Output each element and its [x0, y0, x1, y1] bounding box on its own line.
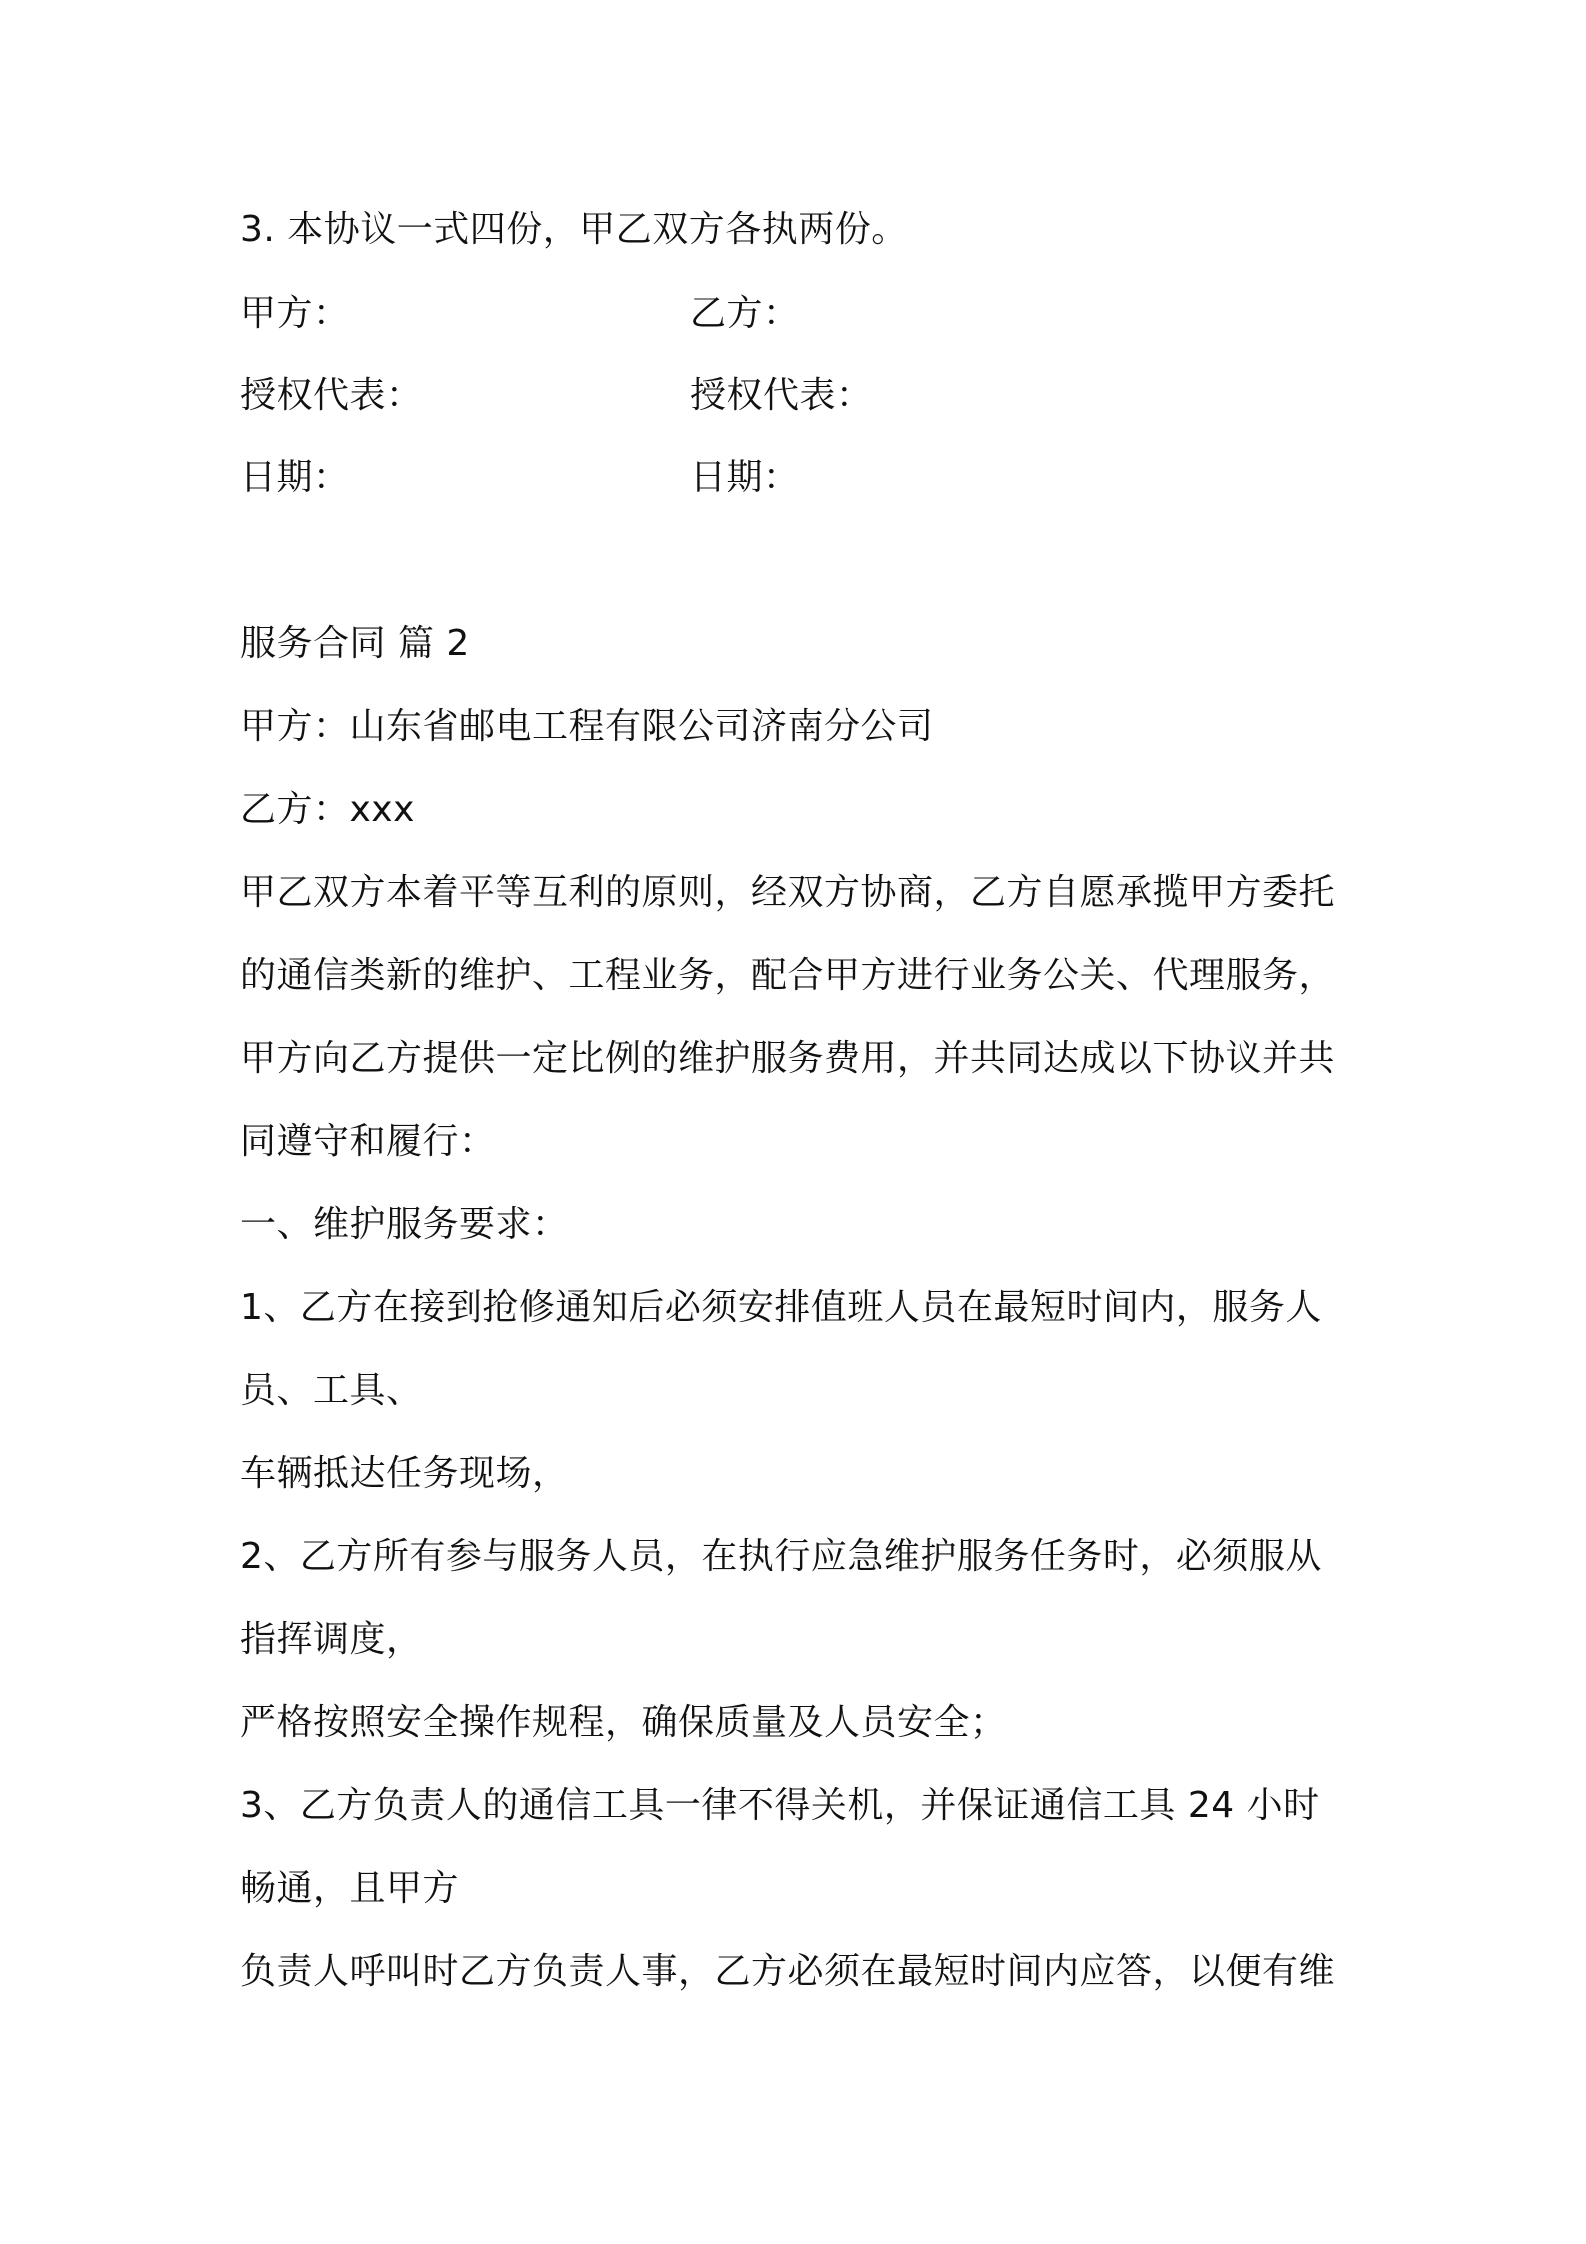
clause-2-line: 指挥调度，	[240, 1619, 423, 1660]
signature-date-a-label: 日期：	[240, 457, 350, 498]
clause-2-line: 严格按照安全操作规程，确保质量及人员安全；	[240, 1702, 1007, 1743]
clause-1-line: 1、乙方在接到抢修通知后必须安排值班人员在最短时间内，服务人	[240, 1287, 1322, 1328]
clause-3-copies: 3. 本协议一式四份，甲乙双方各执两份。	[240, 209, 908, 250]
clause-3-line: 3、乙方负责人的通信工具一律不得关机，并保证通信工具 24 小时	[240, 1785, 1320, 1826]
party-b-line: 乙方：xxx	[240, 789, 415, 830]
clause-1-line: 车辆抵达任务现场，	[240, 1453, 569, 1494]
intro-line: 甲乙双方本着平等互利的原则，经双方协商，乙方自愿承揽甲方委托	[240, 872, 1336, 913]
heading-maintenance-requirements: 一、维护服务要求：	[240, 1204, 569, 1245]
signature-rep-a-label: 授权代表：	[240, 375, 423, 416]
signature-party-a-label: 甲方：	[240, 293, 350, 334]
clause-3-line: 负责人呼叫时乙方负责人事，乙方必须在最短时间内应答，以便有维	[240, 1951, 1336, 1992]
party-a-line: 甲方：山东省邮电工程有限公司济南分公司	[240, 706, 934, 747]
clause-2-line: 2、乙方所有参与服务人员，在执行应急维护服务任务时，必须服从	[240, 1536, 1322, 1577]
intro-line: 甲方向乙方提供一定比例的维护服务费用，并共同达成以下协议并共	[240, 1038, 1336, 1079]
clause-1-line: 员、工具、	[240, 1370, 423, 1411]
clause-3-line: 畅通，且甲方	[240, 1868, 460, 1909]
intro-line: 的通信类新的维护、工程业务，配合甲方进行业务公关、代理服务，	[240, 955, 1336, 996]
signature-party-b-label: 乙方：	[690, 293, 800, 334]
signature-rep-b-label: 授权代表：	[690, 375, 873, 416]
intro-line: 同遵守和履行：	[240, 1121, 496, 1162]
section-title: 服务合同 篇 2	[240, 623, 470, 664]
signature-date-b-label: 日期：	[690, 457, 800, 498]
